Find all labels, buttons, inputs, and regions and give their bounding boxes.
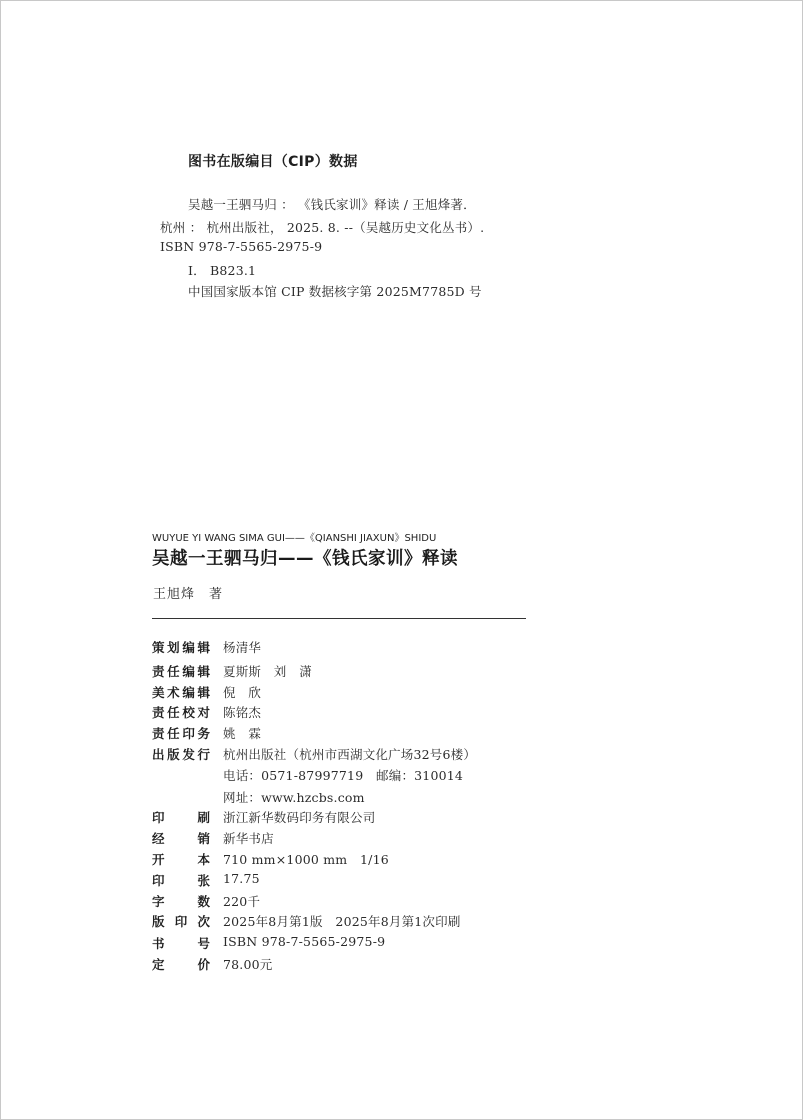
value: 电话：0571-87997719 邮编：310014 — [223, 768, 464, 783]
label: 经销 — [152, 831, 210, 846]
value: 浙江新华数码印务有限公司 — [223, 810, 376, 825]
label: 美术编辑 — [152, 685, 210, 700]
value: 姚 霖 — [223, 726, 262, 741]
label: 开本 — [152, 852, 210, 867]
book-title: 吴越一王驷马归——《钱氏家训》释读 — [152, 549, 458, 569]
label: 责任印务 — [152, 726, 210, 741]
cip-line-publication: 杭州 ： 杭州出版社， 2025. 8. --（吴越历史文化丛书）. — [160, 220, 485, 235]
value: 710 mm×1000 mm 1/16 — [223, 852, 389, 867]
divider-rule — [152, 618, 526, 619]
value: 78.00元 — [223, 957, 273, 972]
label: 责任校对 — [152, 705, 210, 720]
label: 责任编辑 — [152, 664, 210, 679]
value: 220千 — [223, 894, 261, 909]
value: 新华书店 — [223, 831, 274, 846]
value: 杨清华 — [223, 640, 262, 655]
label: 定价 — [152, 957, 210, 972]
value: ISBN 978-7-5565-2975-9 — [223, 934, 386, 949]
cip-line-classification: Ⅰ． B823.1 — [188, 263, 257, 278]
cip-line-title: 吴越一王驷马归 ： 《钱氏家训》释读 / 王旭烽著． — [188, 197, 476, 212]
cip-heading: 图书在版编目（CIP）数据 — [188, 154, 358, 170]
value: 2025年8月第1版 2025年8月第1次印刷 — [223, 914, 461, 929]
label: 版印次 — [152, 914, 210, 929]
value: 杭州出版社（杭州市西湖文化广场32号6楼） — [223, 747, 477, 762]
value: 网址：www.hzcbs.com — [223, 790, 365, 805]
label: 印张 — [152, 873, 210, 888]
label: 印刷 — [152, 810, 210, 825]
cip-line-record-number: 中国国家版本馆 CIP 数据核字第 2025M7785D 号 — [188, 284, 482, 299]
label: 字数 — [152, 894, 210, 909]
value: 夏斯斯 刘 潇 — [223, 664, 312, 679]
label: 策划编辑 — [152, 640, 210, 655]
label: 书号 — [152, 936, 210, 951]
author-credit: 王旭烽 著 — [153, 587, 224, 602]
value: 陈铭杰 — [223, 705, 262, 720]
cip-line-isbn: ISBN 978-7-5565-2975-9 — [160, 239, 323, 254]
value: 倪 欣 — [223, 685, 262, 700]
value: 17.75 — [223, 871, 260, 886]
label: 出版发行 — [152, 747, 210, 762]
pinyin-title: WUYUE YI WANG SIMA GUI——《QIANSHI JIAXUN》SHIDU — [152, 533, 437, 544]
